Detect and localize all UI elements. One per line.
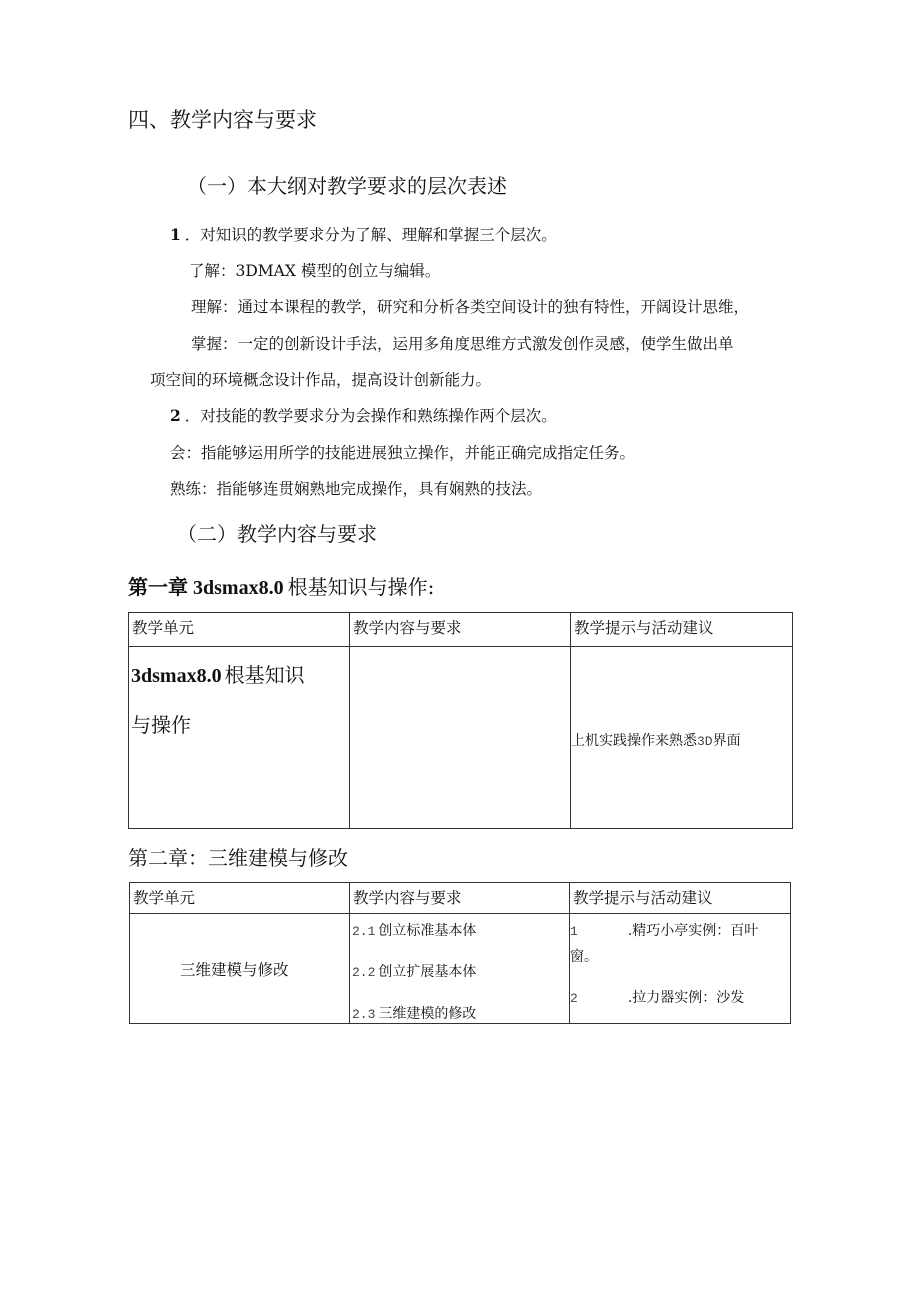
table-header-row	[129, 613, 793, 647]
unit-line-2: 与操作	[131, 713, 191, 737]
chapter-1-table	[128, 612, 793, 829]
lijie-line: 理解：通过本课程的教学，研究和分析各类空间设计的独有特性，开阔设计思维，	[191, 298, 750, 316]
table-row	[130, 914, 791, 1024]
chapter-1-title	[128, 571, 434, 600]
item-2	[170, 404, 557, 426]
zhangwo-line: 掌握：一定的创新设计手法，运用多角度思维方式激发创作灵感，使学生做出单	[191, 335, 734, 353]
header-unit: 教学单元	[129, 613, 350, 647]
header-content: 教学内容与要求	[350, 613, 571, 647]
item-1	[170, 223, 557, 245]
tip-num: 1	[570, 924, 578, 939]
chapter-2-table	[129, 882, 791, 1024]
subsection-title-1: （一）本大纲对教学要求的层次表述	[187, 174, 507, 198]
tip-text-b: 界面	[712, 733, 741, 749]
liaojie-line: 了解：3DMAX 模型的创立与编辑。	[189, 262, 441, 280]
header-content: 教学内容与要求	[350, 883, 570, 914]
chapter-1-title-bold: 第一章 3dsmax8.0	[128, 577, 284, 599]
item-1-text: ．对知识的教学要求分为了解、理解和掌握三个层次。	[184, 226, 557, 244]
section-title: 四、教学内容与要求	[128, 108, 317, 132]
shulian-line: 熟练：指能够连贯娴熟地完成操作，具有娴熟的技法。	[170, 480, 543, 498]
content-num: 2.2	[352, 965, 376, 980]
tip-num: 2	[570, 991, 578, 1006]
tip-text-a: 上机实践操作来熟悉	[571, 733, 697, 749]
subsection-title-2: （二）教学内容与要求	[177, 522, 377, 546]
unit-cell	[130, 914, 350, 1024]
unit-line-1	[131, 659, 305, 688]
unit-bold: 3dsmax8.0	[131, 665, 222, 687]
tip-cell	[570, 914, 791, 1024]
table-header-row	[130, 883, 791, 914]
chapter-1-title-rest: 根基知识与操作:	[287, 575, 435, 599]
header-unit: 教学单元	[130, 883, 350, 914]
header-tips: 教学提示与活动建议	[571, 613, 793, 647]
content-text: 创立扩展基本体	[378, 964, 477, 980]
content-num: 2.3	[352, 1007, 376, 1022]
header-tips: 教学提示与活动建议	[570, 883, 791, 914]
content-item-1	[352, 920, 476, 940]
tip-item-2	[570, 987, 744, 1007]
content-cell	[350, 914, 570, 1024]
unit-rest: 根基知识	[224, 663, 305, 687]
tip-text: .精巧小亭实例：百叶	[627, 923, 759, 939]
item-2-number: 2	[170, 406, 181, 425]
content-text: 创立标准基本体	[378, 923, 477, 939]
content-item-2	[352, 961, 476, 981]
tip-cell	[571, 647, 793, 829]
content-item-3	[352, 1003, 476, 1023]
tip-item-1-cont	[570, 946, 598, 966]
zhangwo-line-2: 项空间的环境概念设计作品，提高设计创新能力。	[150, 371, 492, 389]
item-1-number: 1	[170, 225, 181, 244]
tip-text: .拉力器实例：沙发	[627, 990, 745, 1006]
content-num: 2.1	[352, 924, 376, 939]
item-2-text: ．对技能的教学要求分为会操作和熟练操作两个层次。	[184, 407, 557, 425]
chapter-2-title: 第二章：三维建模与修改	[128, 846, 348, 870]
tip-text-cont: 窗。	[570, 949, 598, 965]
unit-text: 三维建模与修改	[180, 961, 289, 979]
content-text: 三维建模的修改	[378, 1006, 477, 1022]
content-cell	[350, 647, 571, 829]
tip-mono: 3D	[697, 734, 713, 749]
tip-item-1	[570, 920, 758, 940]
unit-cell	[129, 647, 350, 829]
tip-line	[571, 730, 741, 750]
hui-line: 会：指能够运用所学的技能进展独立操作，并能正确完成指定任务。	[170, 444, 636, 462]
table-row	[129, 647, 793, 829]
